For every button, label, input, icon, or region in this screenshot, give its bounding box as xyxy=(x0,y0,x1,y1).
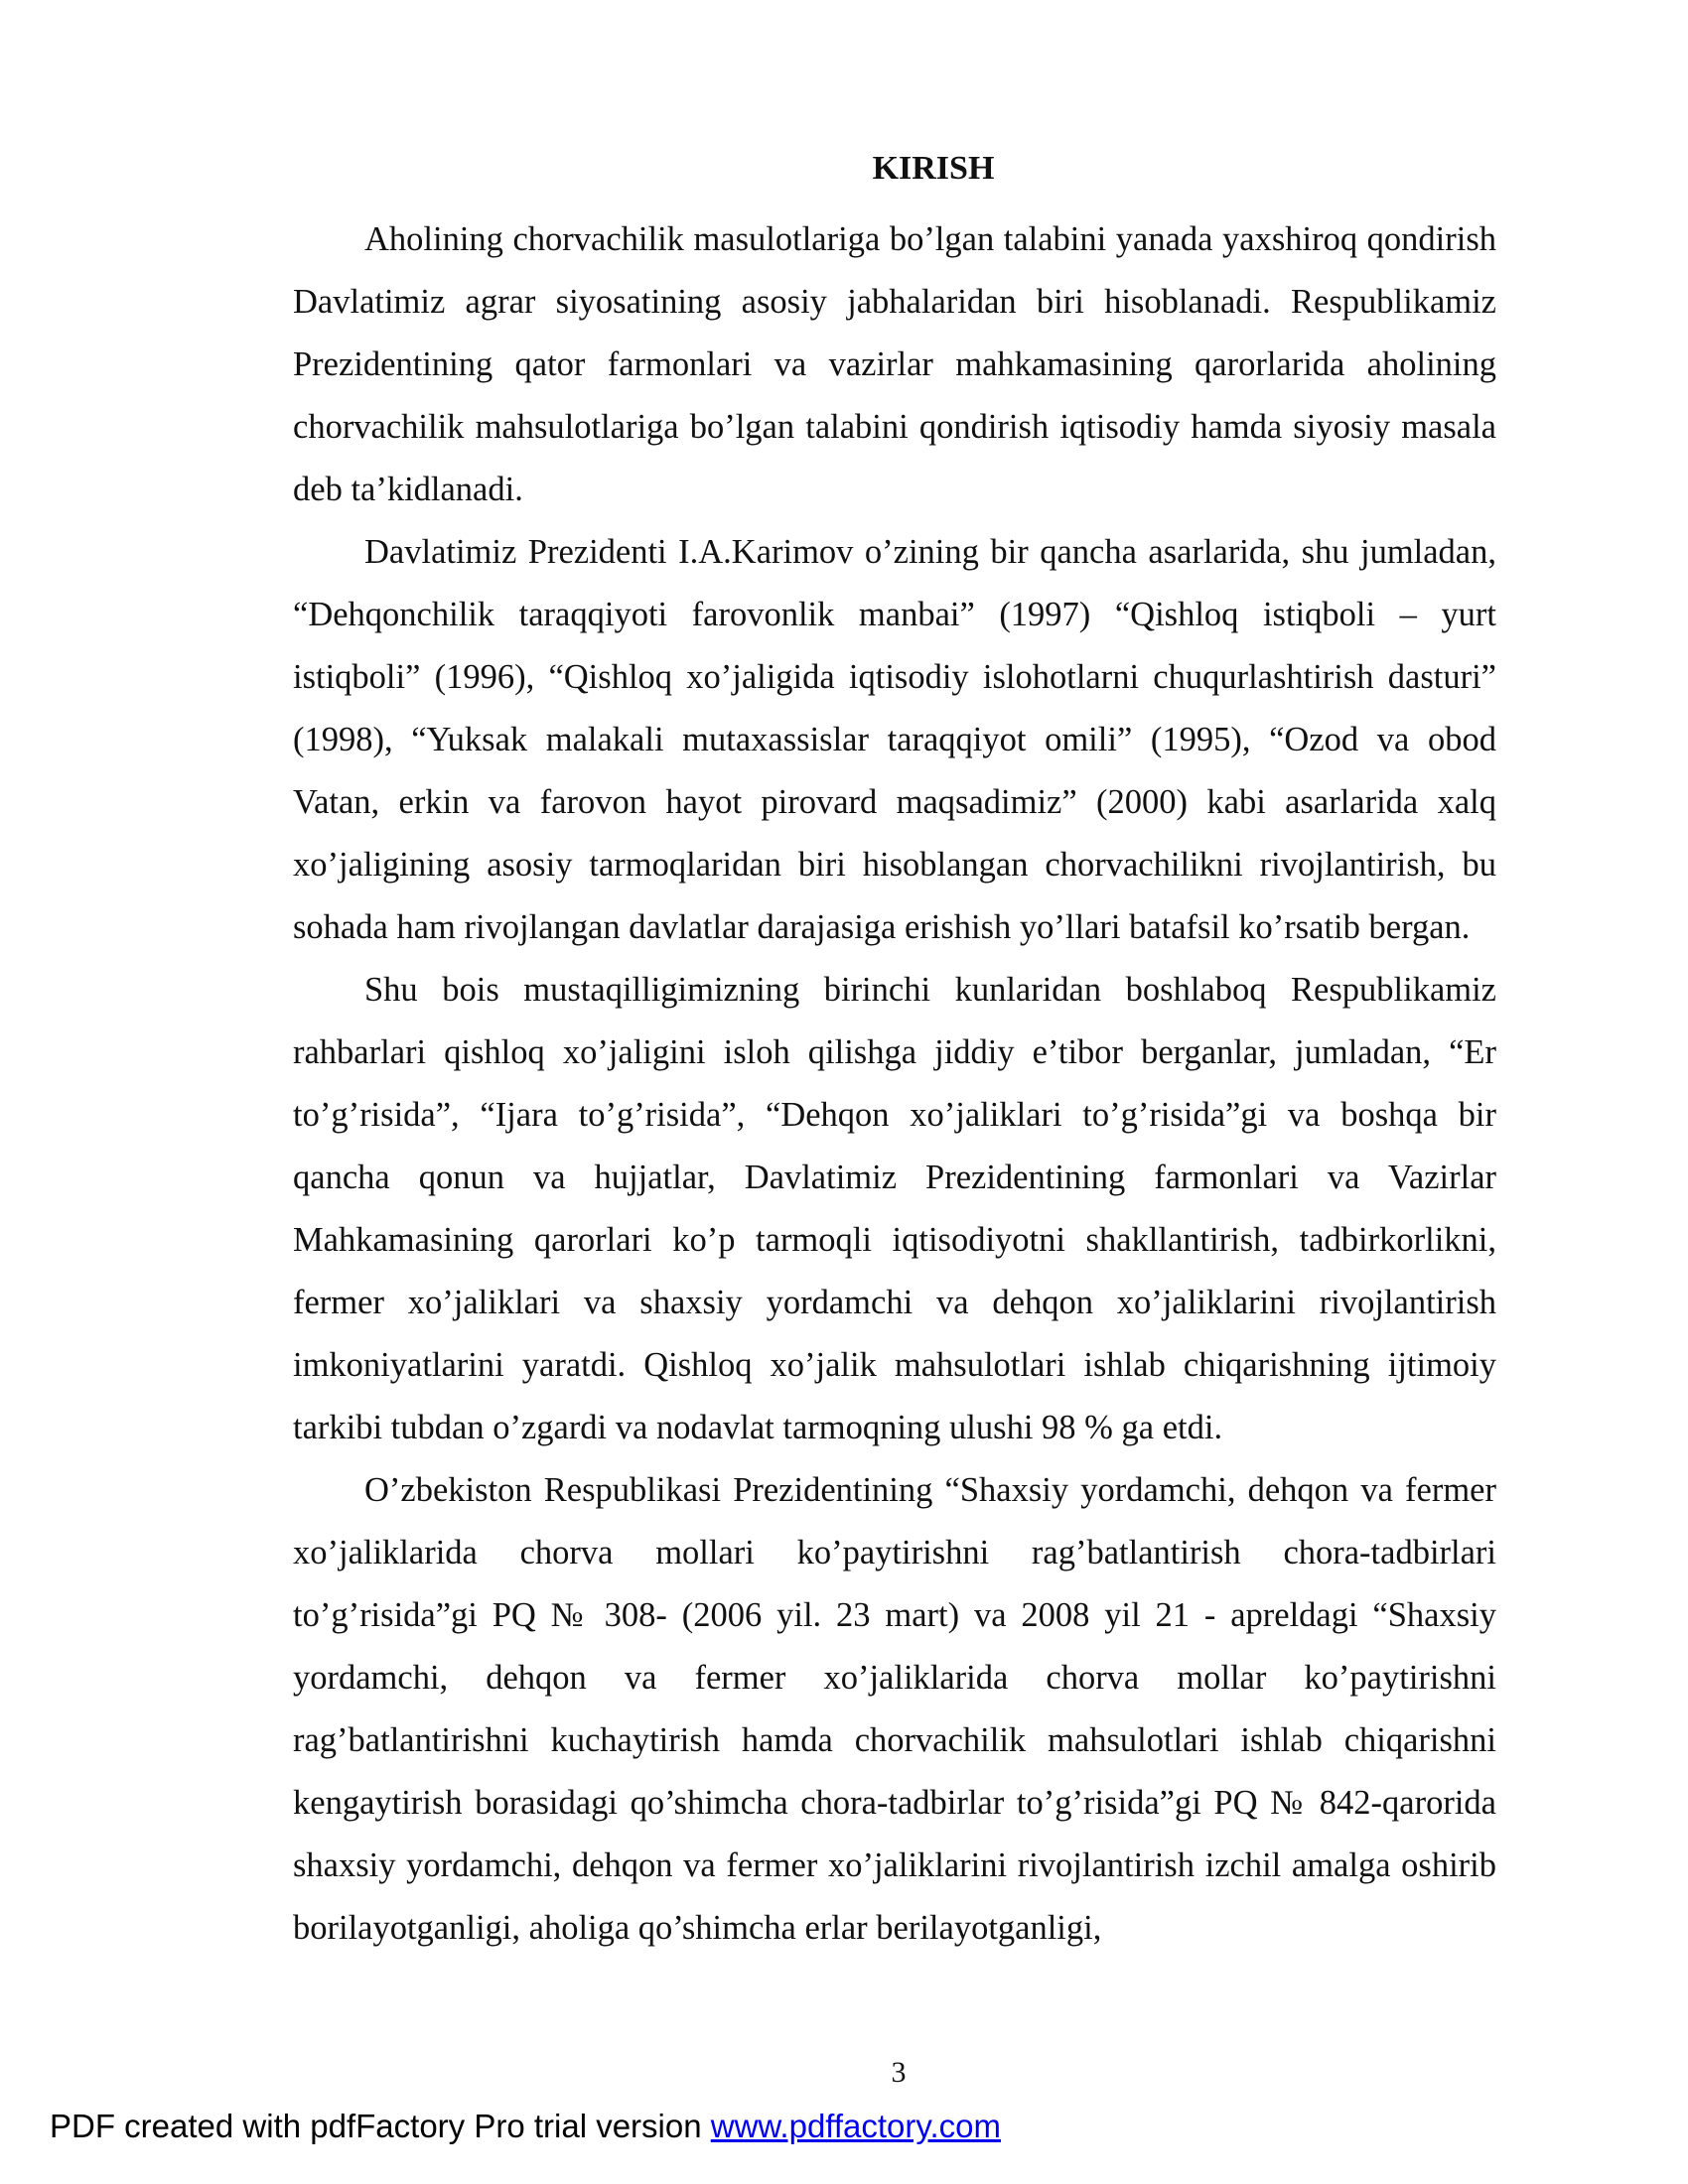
paragraph-1: Aholining chorvachilik masulotlariga bo’lgan talabini yanada yaxshiroq qondirish Davlatimiz agrar siyosatining asosiy jabhalaridan biri hisoblanadi. Respublikamiz Prezidentining qator farmonlari va vazirlar mahkamasining qarorlarida aholining chorvachilik mahsulotlariga bo’lgan talabini qondirish iqtisodiy hamda siyosiy masala deb ta’kidlanadi. xyxy=(293,220,1496,508)
document-body xyxy=(293,208,1496,1960)
page-title: KIRISH xyxy=(872,150,995,187)
page-number: 3 xyxy=(891,2056,907,2089)
footer-text: PDF created with pdfFactory Pro trial version xyxy=(50,2108,711,2144)
paragraph-2: Davlatimiz Prezidenti I.A.Karimov o’zining bir qancha asarlarida, shu jumladan, “Dehqonchilik taraqqiyoti farovonlik manbai” (1997) “Qishloq istiqboli – yurt istiqboli” (1996), “Qishloq xo’jaligida iqtisodiy islohotlarni chuqurlashtirish dasturi” (1998), “Yuksak malakali mutaxassislar taraqqiyot omili” (1995), “Ozod va obod Vatan, erkin va farovon hayot pirovard maqsadimiz” (2000) kabi asarlarida xalq xo’jaligining asosiy tarmoqlaridan biri hisoblangan chorvachilikni rivojlantirish, bu sohada ham rivojlangan davlatlar darajasiga erishish yo’llari batafsil ko’rsatib bergan. xyxy=(293,533,1496,946)
paragraph-4: O’zbekiston Respublikasi Prezidentining “Shaxsiy yordamchi, dehqon va fermer xo’jaliklarida chorva mollari ko’paytirishni rag’batlantirish chora-tadbirlari to’g’risida”gi PQ № 308- (2006 yil. 23 mart) va 2008 yil 21 - apreldagi “Shaxsiy yordamchi, dehqon va fermer xo’jaliklarida chorva mollar ko’paytirishni rag’batlantirishni kuchaytirish hamda chorvachilik mahsulotlari ishlab chiqarishni kengaytirish borasidagi qo’shimcha chora-tadbirlar to’g’risida”gi PQ № 842-qarorida shaxsiy yordamchi, dehqon va fermer xo’jaliklarini rivojlantirish izchil amalga oshirib borilayotganligi, aholiga qo’shimcha erlar berilayotganligi, xyxy=(293,1471,1496,1947)
pdf-watermark-footer xyxy=(50,2107,1001,2146)
paragraph-3: Shu bois mustaqilligimizning birinchi kunlaridan boshlaboq Respublikamiz rahbarlari qishloq xo’jaligini isloh qilishga jiddiy e’tibor berganlar, jumladan, “Er to’g’risida”, “Ijara to’g’risida”, “Dehqon xo’jaliklari to’g’risida”gi va boshqa bir qancha qonun va hujjatlar, Davlatimiz Prezidentining farmonlari va Vazirlar Mahkamasining qarorlari ko’p tarmoqli iqtisodiyotni shakllantirish, tadbirkorlikni, fermer xo’jaliklari va shaxsiy yordamchi va dehqon xo’jaliklarini rivojlantirish imkoniyatlarini yaratdi. Qishloq xo’jalik mahsulotlari ishlab chiqarishning ijtimoiy tarkibi tubdan o’zgardi va nodavlat tarmoqning ulushi 98 % ga etdi. xyxy=(293,971,1496,1446)
pdffactory-link[interactable]: www.pdffactory.com xyxy=(710,2108,1001,2144)
